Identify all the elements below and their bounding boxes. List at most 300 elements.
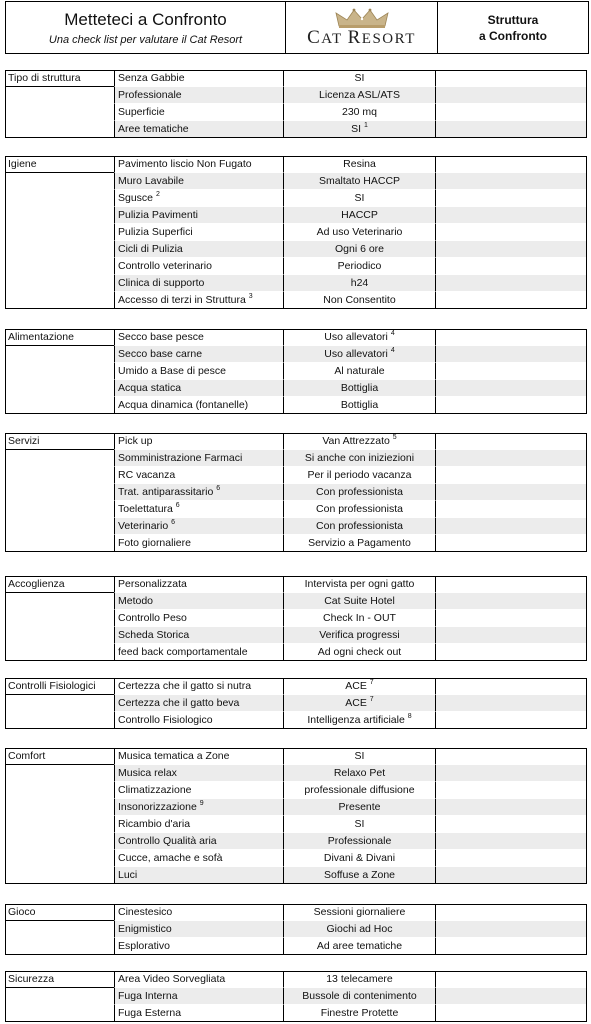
category-spacer xyxy=(5,173,114,190)
feature-label: Toelettatura xyxy=(118,503,173,515)
compare-cell xyxy=(436,712,587,729)
feature-cell xyxy=(114,833,284,850)
value-cell xyxy=(284,799,436,816)
feature-label: Scheda Storica xyxy=(118,629,190,641)
table-row xyxy=(5,971,587,988)
compare-header-line1: Struttura xyxy=(487,12,539,27)
table-row xyxy=(5,329,587,346)
feature-label: Musica tematica a Zone xyxy=(118,750,230,762)
table-row xyxy=(5,988,587,1005)
feature-label: Muro Lavabile xyxy=(118,175,184,187)
feature-cell xyxy=(114,782,284,799)
value-cell xyxy=(284,518,436,535)
value-label: Smaltato HACCP xyxy=(318,175,401,187)
value-cell xyxy=(284,765,436,782)
value-label: Ogni 6 ore xyxy=(334,243,385,255)
value-label: Sessioni giornaliere xyxy=(313,906,406,918)
compare-cell xyxy=(436,346,587,363)
compare-cell xyxy=(436,121,587,138)
value-cell xyxy=(284,484,436,501)
feature-label: Controllo veterinario xyxy=(118,260,212,272)
category-spacer xyxy=(5,1005,114,1022)
category-spacer xyxy=(5,467,114,484)
section xyxy=(5,156,587,309)
category-label: Alimentazione xyxy=(5,329,114,346)
feature-label: Controllo Qualità aria xyxy=(118,835,217,847)
category-spacer xyxy=(5,104,114,121)
feature-cell xyxy=(114,467,284,484)
compare-cell xyxy=(436,678,587,695)
table-row xyxy=(5,241,587,258)
table-row xyxy=(5,610,587,627)
feature-label: Pick up xyxy=(118,435,153,447)
category-spacer xyxy=(5,450,114,467)
value-cell xyxy=(284,258,436,275)
feature-label: Acqua dinamica (fontanelle) xyxy=(118,399,249,411)
footnote-ref: 1 xyxy=(363,122,368,129)
table-row xyxy=(5,346,587,363)
value-label: HACCP xyxy=(341,209,378,221)
table-row xyxy=(5,433,587,450)
value-label: Con professionista xyxy=(316,486,403,498)
feature-label: Cinestesico xyxy=(118,906,173,918)
feature-label: Aree tematiche xyxy=(118,123,189,135)
feature-label: Cicli di Pulizia xyxy=(118,243,183,255)
value-cell xyxy=(284,678,436,695)
value-label: Non Consentito xyxy=(323,294,396,306)
footnote-ref: 4 xyxy=(390,347,395,354)
feature-cell xyxy=(114,593,284,610)
table-row xyxy=(5,765,587,782)
value-label: Al naturale xyxy=(334,365,385,377)
page-subtitle: Una check list per valutare il Cat Resort xyxy=(48,33,243,46)
value-cell xyxy=(284,346,436,363)
compare-cell xyxy=(436,971,587,988)
feature-cell xyxy=(114,988,284,1005)
category-spacer xyxy=(5,397,114,414)
table-row xyxy=(5,867,587,884)
value-label: SI xyxy=(351,123,362,135)
value-label: Uso allevatori xyxy=(324,348,388,360)
category-label: Controlli Fisiologici xyxy=(5,678,114,695)
table-row xyxy=(5,816,587,833)
compare-cell xyxy=(436,535,587,552)
feature-label: Veterinario xyxy=(118,520,169,532)
compare-cell xyxy=(436,190,587,207)
value-label: Si anche con iniziezioni xyxy=(304,452,415,464)
feature-cell xyxy=(114,748,284,765)
feature-label: Senza Gabbie xyxy=(118,72,185,84)
feature-cell xyxy=(114,173,284,190)
footnote-ref: 6 xyxy=(216,485,221,492)
table-row xyxy=(5,748,587,765)
table-row xyxy=(5,518,587,535)
value-cell xyxy=(284,173,436,190)
feature-cell xyxy=(114,258,284,275)
category-spacer xyxy=(5,87,114,104)
value-label: Uso allevatori xyxy=(324,331,388,343)
feature-cell xyxy=(114,610,284,627)
category-spacer xyxy=(5,380,114,397)
table-row xyxy=(5,156,587,173)
feature-label: Sgusce xyxy=(118,192,154,204)
table-row xyxy=(5,467,587,484)
compare-cell xyxy=(436,156,587,173)
feature-cell xyxy=(114,433,284,450)
compare-cell xyxy=(436,363,587,380)
feature-cell xyxy=(114,346,284,363)
feature-cell xyxy=(114,501,284,518)
value-label: ACE xyxy=(345,680,367,692)
feature-label: Fuga Interna xyxy=(118,990,178,1002)
table-row xyxy=(5,190,587,207)
table-row xyxy=(5,70,587,87)
value-label: Licenza ASL/ATS xyxy=(319,89,400,101)
page-title: Metteteci a Confronto xyxy=(64,9,227,29)
value-label: Intelligenza artificiale xyxy=(307,714,405,726)
value-cell xyxy=(284,610,436,627)
feature-cell xyxy=(114,450,284,467)
value-cell xyxy=(284,292,436,309)
value-cell xyxy=(284,380,436,397)
table-row xyxy=(5,678,587,695)
table-row xyxy=(5,501,587,518)
value-cell xyxy=(284,971,436,988)
compare-header xyxy=(438,2,588,53)
feature-cell xyxy=(114,121,284,138)
value-cell xyxy=(284,224,436,241)
value-cell xyxy=(284,104,436,121)
value-cell xyxy=(284,593,436,610)
feature-label: Fuga Esterna xyxy=(118,1007,182,1019)
value-label: Servizio a Pagamento xyxy=(308,537,411,549)
section xyxy=(5,329,587,414)
category-spacer xyxy=(5,484,114,501)
category-spacer xyxy=(5,121,114,138)
value-cell xyxy=(284,467,436,484)
compare-cell xyxy=(436,224,587,241)
category-spacer xyxy=(5,799,114,816)
value-label: SI xyxy=(354,72,365,84)
value-cell xyxy=(284,748,436,765)
table-row xyxy=(5,644,587,661)
value-cell xyxy=(284,329,436,346)
value-label: Ad aree tematiche xyxy=(316,940,403,952)
category-label: Accoglienza xyxy=(5,576,114,593)
value-cell xyxy=(284,70,436,87)
category-spacer xyxy=(5,258,114,275)
category-spacer xyxy=(5,627,114,644)
value-label: Periodico xyxy=(337,260,382,272)
value-label: Van Attrezzato xyxy=(322,435,390,447)
value-label: SI xyxy=(354,192,365,204)
value-label: Resina xyxy=(343,158,376,170)
feature-cell xyxy=(114,156,284,173)
value-label: Giochi ad Hoc xyxy=(326,923,393,935)
compare-cell xyxy=(436,867,587,884)
feature-label: Musica relax xyxy=(118,767,177,779)
value-label: Verifica progressi xyxy=(319,629,400,641)
category-spacer xyxy=(5,501,114,518)
feature-cell xyxy=(114,484,284,501)
category-spacer xyxy=(5,593,114,610)
table-row xyxy=(5,904,587,921)
category-spacer xyxy=(5,782,114,799)
compare-cell xyxy=(436,397,587,414)
compare-cell xyxy=(436,173,587,190)
feature-cell xyxy=(114,644,284,661)
feature-cell xyxy=(114,850,284,867)
table-row xyxy=(5,627,587,644)
feature-cell xyxy=(114,190,284,207)
section xyxy=(5,748,587,884)
category-spacer xyxy=(5,363,114,380)
value-cell xyxy=(284,921,436,938)
compare-cell xyxy=(436,87,587,104)
table-row xyxy=(5,921,587,938)
section xyxy=(5,678,587,729)
compare-cell xyxy=(436,748,587,765)
compare-cell xyxy=(436,207,587,224)
table-row xyxy=(5,938,587,955)
feature-label: Certezza che il gatto si nutra xyxy=(118,680,252,692)
table-row xyxy=(5,850,587,867)
value-label: Con professionista xyxy=(316,520,403,532)
value-cell xyxy=(284,363,436,380)
compare-cell xyxy=(436,292,587,309)
feature-cell xyxy=(114,397,284,414)
feature-cell xyxy=(114,518,284,535)
feature-label: Controllo Fisiologico xyxy=(118,714,213,726)
compare-cell xyxy=(436,70,587,87)
cat-resort-logo xyxy=(286,2,438,53)
compare-cell xyxy=(436,241,587,258)
value-cell xyxy=(284,275,436,292)
feature-label: Superficie xyxy=(118,106,165,118)
section xyxy=(5,971,587,1022)
category-spacer xyxy=(5,816,114,833)
feature-label: Enigmistico xyxy=(118,923,172,935)
table-row xyxy=(5,484,587,501)
value-label: Cat Suite Hotel xyxy=(324,595,395,607)
feature-label: Certezza che il gatto beva xyxy=(118,697,240,709)
feature-label: Insonorizzazione xyxy=(118,801,197,813)
table-row xyxy=(5,104,587,121)
value-cell xyxy=(284,397,436,414)
table-row xyxy=(5,535,587,552)
table-row xyxy=(5,782,587,799)
table-row xyxy=(5,576,587,593)
value-label: Per il periodo vacanza xyxy=(307,469,412,481)
feature-cell xyxy=(114,576,284,593)
table-row xyxy=(5,695,587,712)
feature-cell xyxy=(114,799,284,816)
table-row xyxy=(5,292,587,309)
feature-label: Pulizia Superfici xyxy=(118,226,193,238)
compare-cell xyxy=(436,765,587,782)
compare-cell xyxy=(436,501,587,518)
category-spacer xyxy=(5,292,114,309)
footnote-ref: 3 xyxy=(248,293,253,300)
feature-label: Acqua statica xyxy=(118,382,182,394)
table-row xyxy=(5,380,587,397)
category-spacer xyxy=(5,938,114,955)
footnote-ref: 4 xyxy=(390,330,395,337)
category-spacer xyxy=(5,850,114,867)
category-label: Servizi xyxy=(5,433,114,450)
feature-label: Accesso di terzi in Struttura xyxy=(118,294,246,306)
feature-label: Pulizia Pavimenti xyxy=(118,209,198,221)
compare-cell xyxy=(436,610,587,627)
value-label: Ad ogni check out xyxy=(317,646,402,658)
logo-text: CAT RESORT xyxy=(307,26,416,48)
value-cell xyxy=(284,938,436,955)
feature-cell xyxy=(114,292,284,309)
feature-label: Metodo xyxy=(118,595,154,607)
feature-cell xyxy=(114,627,284,644)
value-label: Bottiglia xyxy=(340,399,379,411)
compare-cell xyxy=(436,104,587,121)
value-cell xyxy=(284,207,436,224)
feature-cell xyxy=(114,70,284,87)
value-cell xyxy=(284,535,436,552)
value-cell xyxy=(284,87,436,104)
feature-cell xyxy=(114,1005,284,1022)
compare-header-line2: a Confronto xyxy=(479,28,547,43)
feature-cell xyxy=(114,241,284,258)
compare-cell xyxy=(436,799,587,816)
feature-label: feed back comportamentale xyxy=(118,646,248,658)
category-spacer xyxy=(5,207,114,224)
value-label: h24 xyxy=(350,277,369,289)
value-label: Relaxo Pet xyxy=(333,767,386,779)
feature-cell xyxy=(114,712,284,729)
header xyxy=(5,1,589,54)
compare-cell xyxy=(436,695,587,712)
feature-label: Professionale xyxy=(118,89,182,101)
table-row xyxy=(5,450,587,467)
footnote-ref: 2 xyxy=(155,191,160,198)
feature-cell xyxy=(114,535,284,552)
footnote-ref: 7 xyxy=(369,679,374,686)
category-spacer xyxy=(5,712,114,729)
feature-label: Climatizzazione xyxy=(118,784,192,796)
header-title-cell xyxy=(6,2,286,53)
table-row xyxy=(5,87,587,104)
compare-cell xyxy=(436,782,587,799)
section xyxy=(5,576,587,661)
footnote-ref: 6 xyxy=(171,519,176,526)
value-cell xyxy=(284,904,436,921)
category-label: Tipo di struttura xyxy=(5,70,114,87)
feature-cell xyxy=(114,87,284,104)
category-spacer xyxy=(5,695,114,712)
feature-label: Clinica di supporto xyxy=(118,277,205,289)
compare-cell xyxy=(436,433,587,450)
table-row xyxy=(5,275,587,292)
table-row xyxy=(5,363,587,380)
value-cell xyxy=(284,190,436,207)
feature-label: Secco base pesce xyxy=(118,331,204,343)
feature-cell xyxy=(114,207,284,224)
compare-cell xyxy=(436,988,587,1005)
value-label: ACE xyxy=(345,697,367,709)
compare-cell xyxy=(436,484,587,501)
value-cell xyxy=(284,576,436,593)
compare-cell xyxy=(436,450,587,467)
value-label: Soffuse a Zone xyxy=(323,869,396,881)
feature-cell xyxy=(114,904,284,921)
feature-cell xyxy=(114,678,284,695)
feature-cell xyxy=(114,380,284,397)
table-row xyxy=(5,121,587,138)
feature-cell xyxy=(114,329,284,346)
value-cell xyxy=(284,867,436,884)
value-label: Bottiglia xyxy=(340,382,379,394)
compare-cell xyxy=(436,329,587,346)
value-cell xyxy=(284,782,436,799)
feature-cell xyxy=(114,816,284,833)
compare-cell xyxy=(436,467,587,484)
feature-label: Foto giornaliere xyxy=(118,537,191,549)
category-spacer xyxy=(5,867,114,884)
feature-label: RC vacanza xyxy=(118,469,176,481)
category-spacer xyxy=(5,535,114,552)
footnote-ref: 9 xyxy=(199,800,204,807)
table-row xyxy=(5,1005,587,1022)
section xyxy=(5,904,587,955)
compare-cell xyxy=(436,938,587,955)
category-spacer xyxy=(5,518,114,535)
feature-cell xyxy=(114,938,284,955)
footnote-ref: 5 xyxy=(392,434,397,441)
feature-cell xyxy=(114,104,284,121)
value-cell xyxy=(284,450,436,467)
compare-cell xyxy=(436,850,587,867)
feature-cell xyxy=(114,867,284,884)
crown-icon xyxy=(327,7,397,29)
value-cell xyxy=(284,241,436,258)
value-label: SI xyxy=(354,750,365,762)
value-cell xyxy=(284,816,436,833)
compare-cell xyxy=(436,1005,587,1022)
value-cell xyxy=(284,988,436,1005)
feature-label: Pavimento liscio Non Fugato xyxy=(118,158,252,170)
value-label: Con professionista xyxy=(316,503,403,515)
compare-cell xyxy=(436,576,587,593)
table-row xyxy=(5,258,587,275)
compare-cell xyxy=(436,833,587,850)
value-cell xyxy=(284,695,436,712)
value-label: 230 mq xyxy=(341,106,378,118)
compare-cell xyxy=(436,816,587,833)
category-label: Gioco xyxy=(5,904,114,921)
table-row xyxy=(5,593,587,610)
value-label: Professionale xyxy=(327,835,392,847)
value-cell xyxy=(284,850,436,867)
value-cell xyxy=(284,1005,436,1022)
value-cell xyxy=(284,433,436,450)
category-label: Igiene xyxy=(5,156,114,173)
category-spacer xyxy=(5,190,114,207)
compare-cell xyxy=(436,921,587,938)
table-row xyxy=(5,833,587,850)
value-label: Divani & Divani xyxy=(323,852,396,864)
compare-cell xyxy=(436,380,587,397)
value-cell xyxy=(284,121,436,138)
category-spacer xyxy=(5,610,114,627)
compare-cell xyxy=(436,904,587,921)
